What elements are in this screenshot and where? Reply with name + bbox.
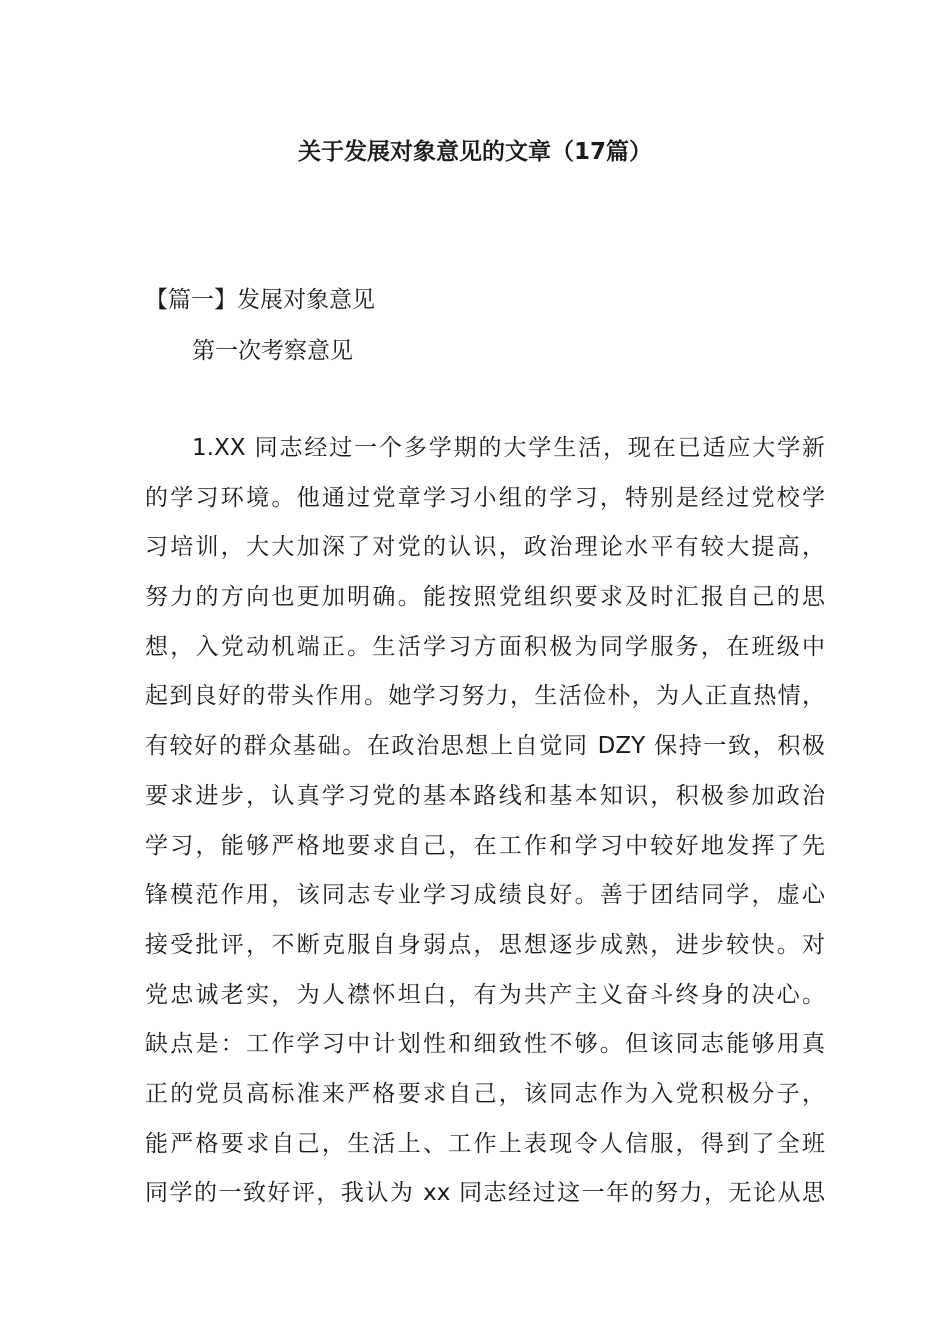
document-title: 关于发展对象意见的文章（17篇）: [297, 139, 652, 165]
paragraph-line: 的学习环境。他通过党章学习小组的学习，特别是经过党校学: [145, 484, 825, 511]
body-paragraph: [145, 432, 825, 1227]
paragraph-line: 学习，能够严格地要求自己，在工作和学习中较好地发挥了先: [145, 832, 825, 859]
paragraph-line: 能严格要求自己，生活上、工作上表现令人信服，得到了全班: [145, 1130, 825, 1157]
paragraph-line: 接受批评，不断克服自身弱点，思想逐步成熟，进步较快。对: [145, 931, 825, 958]
paragraph-line: 起到良好的带头作用。她学习努力，生活俭朴，为人正直热情，: [145, 683, 825, 710]
paragraph-line: 同学的一致好评，我认为 xx 同志经过这一年的努力，无论从思: [145, 1180, 825, 1207]
subheading: 第一次考察意见: [192, 338, 353, 364]
paragraph-line: 缺点是：工作学习中计划性和细致性不够。但该同志能够用真: [145, 1031, 825, 1058]
paragraph-line: 想，入党动机端正。生活学习方面积极为同学服务，在班级中: [145, 633, 825, 660]
paragraph-line: 正的党员高标准来严格要求自己，该同志作为入党积极分子，: [145, 1080, 825, 1107]
paragraph-line: 锋模范作用，该同志专业学习成绩良好。善于团结同学，虚心: [145, 882, 825, 909]
paragraph-line: 习培训，大大加深了对党的认识，政治理论水平有较大提高，: [145, 534, 825, 561]
paragraph-line: 1.XX 同志经过一个多学期的大学生活，现在已适应大学新: [192, 435, 825, 461]
paragraph-line: 努力的方向也更加明确。能按照党组织要求及时汇报自己的思: [145, 584, 825, 611]
paragraph-line: 要求进步，认真学习党的基本路线和基本知识，积极参加政治: [145, 782, 825, 809]
section-heading: 【篇一】发展对象意见: [145, 287, 375, 313]
paragraph-line: 党忠诚老实，为人襟怀坦白，有为共产主义奋斗终身的决心。: [145, 981, 825, 1008]
paragraph-line: 有较好的群众基础。在政治思想上自觉同 DZY 保持一致，积极: [145, 733, 825, 760]
